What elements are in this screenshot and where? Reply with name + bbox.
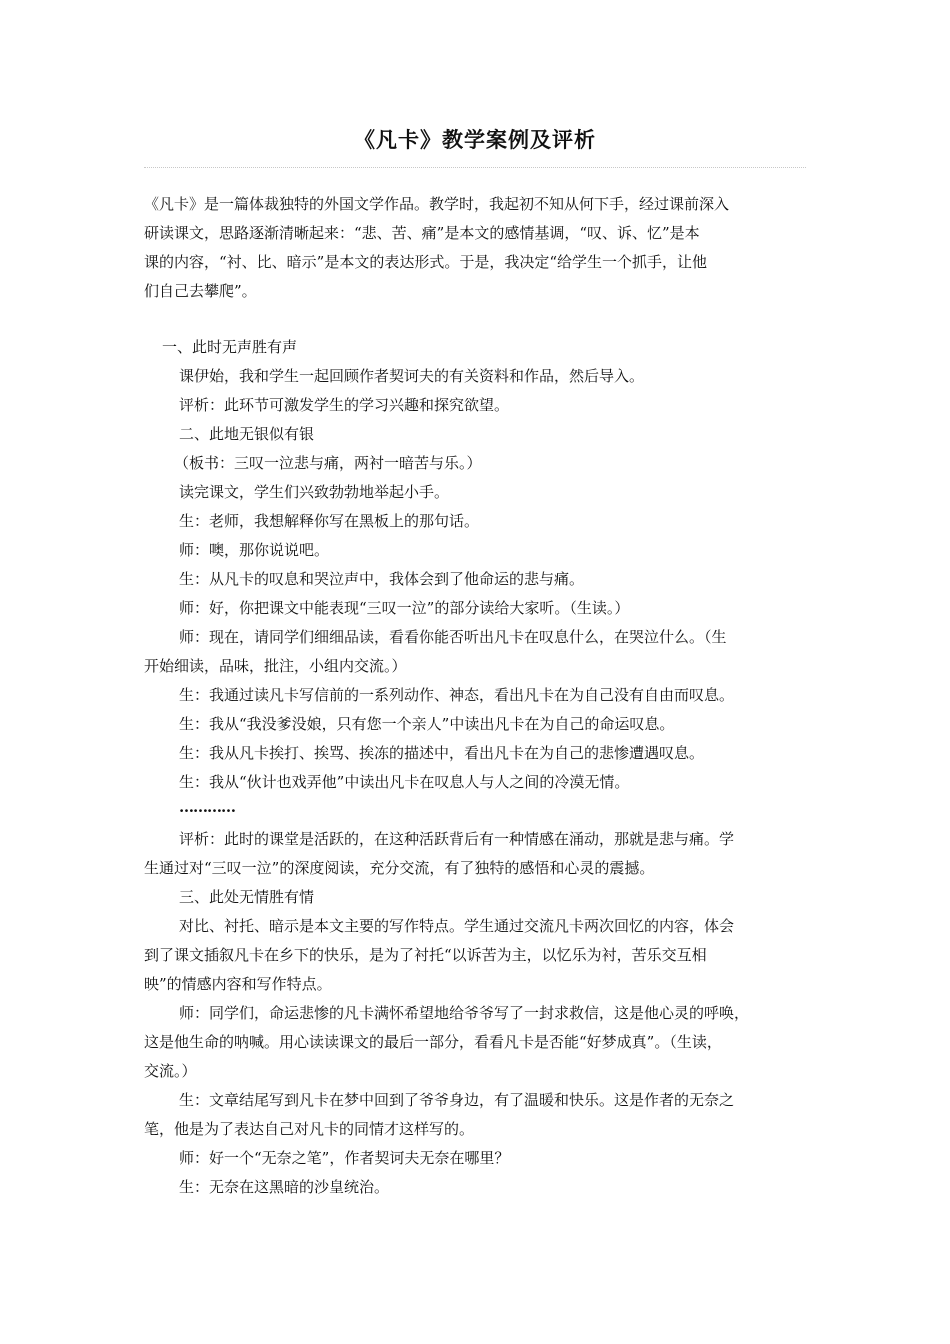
dialogue-line: 生：我从“伙计也戏弄他”中读出凡卡在叹息人与人之间的冷漠无情。	[179, 773, 630, 791]
dialogue-line: 师：噢，那你说说吧。	[179, 541, 330, 559]
paragraph-line: 评析：此环节可激发学生的学习兴趣和探究欲望。	[179, 396, 510, 414]
title-divider	[144, 167, 806, 168]
dialogue-line: 生：无奈在这黑暗的沙皇统治。	[179, 1178, 390, 1196]
section-heading: 三、此处无情胜有情	[179, 888, 315, 906]
paragraph-line: 们自己去攀爬”。	[144, 282, 257, 300]
dialogue-line: 师：好一个“无奈之笔”，作者契诃夫无奈在哪里？	[179, 1149, 510, 1167]
dialogue-line: 生：我从凡卡挨打、挨骂、挨冻的描述中，看出凡卡在为自己的悲惨遭遇叹息。	[179, 744, 705, 762]
dialogue-line: 开始细读，品味，批注，小组内交流。）	[144, 657, 407, 675]
dialogue-line: 师：同学们，命运悲惨的凡卡满怀希望地给爷爷写了一封求救信，这是他心灵的呼唤，	[179, 1004, 750, 1022]
dialogue-line: 生：老师，我想解释你写在黑板上的那句话。	[179, 512, 480, 530]
dialogue-line: 笔，他是为了表达自己对凡卡的同情才这样写的。	[144, 1120, 475, 1138]
dialogue-line: 生：我通过读凡卡写信前的一系列动作、神态，看出凡卡在为自己没有自由而叹息。	[179, 686, 735, 704]
document-title: 《凡卡》教学案例及评析	[354, 127, 596, 152]
dialogue-line: 师：好，你把课文中能表现“三叹一泣”的部分读给大家听。（生读。）	[179, 599, 630, 617]
paragraph-line: 映”的情感内容和写作特点。	[144, 975, 332, 993]
paragraph-line: 读完课文，学生们兴致勃勃地举起小手。	[179, 483, 450, 501]
paragraph-line: 研读课文，思路逐渐清晰起来：“悲、苦、痛”是本文的感情基调，“叹、诉、忆”是本	[144, 224, 700, 242]
paragraph-line: 评析：此时的课堂是活跃的，在这种活跃背后有一种情感在涌动，那就是悲与痛。学	[179, 830, 735, 848]
dialogue-line: 交流。）	[144, 1062, 197, 1080]
ellipsis-line: …………	[179, 798, 235, 816]
section-heading: 二、此地无银似有银	[179, 425, 315, 443]
section-heading: 一、此时无声胜有声	[162, 338, 298, 356]
paragraph-line: 生通过对“三叹一泣”的深度阅读，充分交流，有了独特的感悟和心灵的震撼。	[144, 859, 655, 877]
paragraph-line: 对比、衬托、暗示是本文主要的写作特点。学生通过交流凡卡两次回忆的内容，体会	[179, 917, 735, 935]
paragraph-line: 《凡卡》是一篇体裁独特的外国文学作品。教学时，我起初不知从何下手，经过课前深入	[144, 195, 730, 213]
dialogue-line: 师：现在，请同学们细细品读，看看你能否听出凡卡在叹息什么，在哭泣什么。（生	[179, 628, 727, 646]
dialogue-line: 生：文章结尾写到凡卡在梦中回到了爷爷身边，有了温暖和快乐。这是作者的无奈之	[179, 1091, 735, 1109]
dialogue-line: 这是他生命的呐喊。用心读读课文的最后一部分，看看凡卡是否能“好梦成真”。（生读，	[144, 1033, 722, 1051]
paragraph-line: 课的内容，“衬、比、暗示”是本文的表达形式。于是，我决定“给学生一个抓手，让他	[144, 253, 708, 271]
paragraph-line: 课伊始，我和学生一起回顾作者契诃夫的有关资料和作品，然后导入。	[179, 367, 645, 385]
paragraph-line: 到了课文插叙凡卡在乡下的快乐，是为了衬托“以诉苦为主，以忆乐为衬，苦乐交互相	[144, 946, 707, 964]
dialogue-line: 生：我从“我没爹没娘，只有您一个亲人”中读出凡卡在为自己的命运叹息。	[179, 715, 675, 733]
paragraph-line: （板书：三叹一泣悲与痛，两衬一暗苦与乐。）	[174, 454, 482, 472]
dialogue-line: 生：从凡卡的叹息和哭泣声中，我体会到了他命运的悲与痛。	[179, 570, 585, 588]
